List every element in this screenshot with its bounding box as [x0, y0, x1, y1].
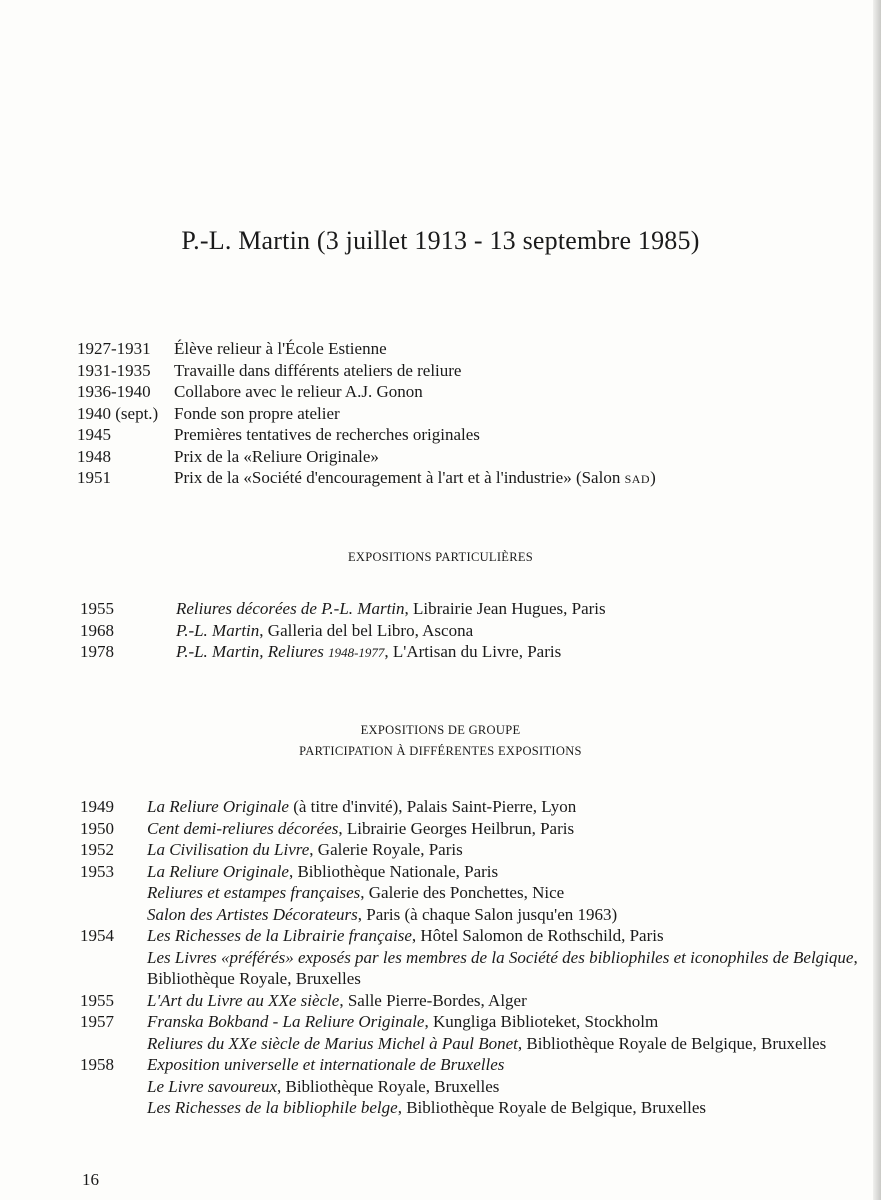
exhibition-text: [147, 796, 870, 818]
exhibition-title: Les Richesses de la Librairie française: [147, 926, 412, 945]
exhibition-text: [147, 1033, 870, 1055]
exhibition-row: [80, 1076, 870, 1098]
exhibition-row: [80, 947, 870, 990]
exhibition-year: 1978: [80, 642, 114, 661]
exhibition-row: [80, 904, 870, 926]
exhibition-text: [147, 818, 870, 840]
chronology-text: [174, 467, 656, 491]
exhibition-venue: , Librairie Georges Heilbrun, Paris: [338, 818, 575, 838]
exhibition-title: P.-L. Martin: [176, 620, 260, 640]
chronology-text: Travaille dans différents ateliers de reliure: [174, 360, 462, 380]
exhibition-year: 1950: [80, 818, 114, 838]
exhibition-year: 1953: [80, 861, 114, 881]
chronology-text: Premières tentatives de recherches originales: [174, 425, 480, 444]
exhibition-title: Reliures et estampes françaises: [147, 883, 361, 902]
chronology-row: [77, 446, 837, 468]
exhibition-title: Franska Bokband - La Reliure Originale: [147, 1012, 425, 1031]
exhibition-title: L'Art du Livre au XXe siècle: [147, 990, 340, 1010]
chronology-row: [77, 338, 837, 360]
exhibition-title: Exposition universelle et internationale de Bruxelles: [147, 1055, 505, 1074]
chronology-year: 1936-1940: [77, 382, 151, 401]
exhibition-year: 1958: [80, 1055, 114, 1074]
exhibition-text: [176, 598, 606, 620]
chronology-row: [77, 360, 837, 382]
exhibition-venue: , Bibliothèque Royale, Bruxelles: [277, 1076, 500, 1096]
exhibition-venue: , Kungliga Biblioteket, Stockholm: [424, 1012, 659, 1031]
exhibition-text: [147, 1076, 870, 1098]
chronology-row: [77, 403, 837, 425]
exhibition-row: [80, 861, 870, 883]
exhibition-row: [80, 839, 870, 861]
exhibition-row: [80, 1033, 870, 1055]
exhibition-text: [147, 925, 870, 947]
exhibition-year: 1954: [80, 926, 114, 945]
exhibition-row: [80, 1011, 870, 1033]
exhibition-title: Cent demi-reliures décorées: [147, 818, 339, 838]
exhibition-title: La Reliure Originale: [147, 797, 289, 816]
exhibition-venue: , Galerie des Ponchettes, Nice: [360, 883, 565, 902]
chronology-text: Fonde son propre atelier: [174, 403, 340, 423]
chronology-year: 1945: [77, 425, 111, 444]
exhibition-title: Le Livre savoureux: [147, 1076, 277, 1096]
exhibition-row: [80, 598, 870, 620]
exhibition-text: [147, 1097, 870, 1119]
exhibition-venue: , Librairie Jean Hugues, Paris: [404, 599, 606, 618]
exhibition-year: 1949: [80, 797, 114, 816]
exhibition-title-dates: 1948-1977: [328, 645, 385, 660]
exhibition-text: [176, 620, 473, 642]
exhibition-venue: (à titre d'invité), Palais Saint-Pierre, Lyon: [288, 797, 577, 816]
exhibition-title: Les Livres «préférés» exposés par les membres de la Société des bibliophiles et iconophiles de Belgique: [147, 947, 854, 967]
exhibition-year: 1955: [80, 990, 114, 1010]
exhibition-text: [147, 882, 870, 904]
page-title: P.-L. Martin (3 juillet 1913 - 13 septembre 1985): [181, 226, 700, 255]
exhibition-venue: , Bibliothèque Nationale, Paris: [288, 861, 499, 881]
exhibition-row: [80, 620, 870, 642]
chronology-text: Élève relieur à l'École Estienne: [174, 339, 387, 358]
exhibition-venue: , Galleria del bel Libro, Ascona: [259, 620, 474, 640]
exhibition-row: [80, 1054, 870, 1076]
exhibition-text: [147, 904, 870, 926]
exhibition-title: Salon des Artistes Décorateurs: [147, 904, 358, 924]
exhibition-title: P.-L. Martin, Reliures: [176, 642, 329, 661]
exhibition-venue: , Bibliothèque Royale de Belgique, Bruxelles: [397, 1098, 707, 1117]
page-edge-shadow: [873, 0, 881, 1200]
page-number: 16: [82, 1170, 99, 1189]
chronology-row: [77, 381, 837, 403]
section-heading-groupe: EXPOSITIONS DE GROUPE: [360, 723, 521, 737]
section-heading-particulieres: EXPOSITIONS PARTICULIÈRES: [347, 550, 534, 564]
groupe-list: [80, 796, 870, 1119]
exhibition-venue: , Bibliothèque Royale, Bruxelles: [147, 947, 858, 988]
exhibition-venue: , L'Artisan du Livre, Paris: [384, 642, 562, 661]
exhibition-row: [80, 925, 870, 947]
exhibition-text: [147, 1054, 870, 1076]
chronology-text-main: Prix de la «Société d'encouragement à l'art et à l'industrie» (Salon: [174, 468, 625, 487]
chronology-year: 1948: [77, 446, 111, 466]
chronology-year: 1951: [77, 468, 111, 487]
exhibition-venue: , Hôtel Salomon de Rothschild, Paris: [411, 926, 664, 945]
chronology-list: [77, 338, 837, 491]
exhibition-row: [80, 882, 870, 904]
exhibition-title: La Reliure Originale: [147, 861, 289, 881]
chronology-text: Collabore avec le relieur A.J. Gonon: [174, 382, 423, 401]
exhibition-text: [147, 1011, 870, 1033]
exhibition-row: [80, 1097, 870, 1119]
chronology-text-end: ): [650, 468, 656, 487]
chronology-row: [77, 467, 837, 491]
exhibition-year: 1968: [80, 620, 114, 640]
chronology-text: Prix de la «Reliure Originale»: [174, 446, 379, 466]
chronology-year: 1927-1931: [77, 339, 151, 358]
chronology-year: 1940 (sept.): [77, 403, 159, 423]
chronology-row: [77, 424, 837, 446]
exhibition-title: Les Richesses de la bibliophile belge: [147, 1098, 398, 1117]
exhibition-year: 1955: [80, 599, 114, 618]
particulieres-list: [80, 598, 870, 664]
exhibition-title: La Civilisation du Livre: [147, 840, 310, 859]
exhibition-year: 1952: [80, 840, 114, 859]
exhibition-text: [147, 839, 870, 861]
chronology-abbr: SAD: [624, 472, 651, 486]
exhibition-row: [80, 641, 870, 664]
chronology-year: 1931-1935: [77, 360, 151, 380]
exhibition-row: [80, 796, 870, 818]
exhibition-venue: , Salle Pierre-Bordes, Alger: [339, 990, 527, 1010]
exhibition-venue: , Galerie Royale, Paris: [309, 840, 463, 859]
exhibition-row: [80, 990, 870, 1012]
section-subheading-groupe: PARTICIPATION À DIFFÉRENTES EXPOSITIONS: [299, 744, 582, 758]
exhibition-text: [147, 990, 870, 1012]
exhibition-text: [176, 641, 561, 664]
exhibition-title: Reliures du XXe siècle de Marius Michel à Paul Bonet: [147, 1033, 518, 1053]
exhibition-year: 1957: [80, 1012, 114, 1031]
exhibition-venue: , Bibliothèque Royale de Belgique, Bruxelles: [517, 1033, 827, 1053]
exhibition-row: [80, 818, 870, 840]
exhibition-title: Reliures décorées de P.-L. Martin: [176, 599, 405, 618]
exhibition-venue: , Paris (à chaque Salon jusqu'en 1963): [357, 904, 618, 924]
exhibition-text: [147, 861, 870, 883]
exhibition-text: [147, 947, 870, 990]
